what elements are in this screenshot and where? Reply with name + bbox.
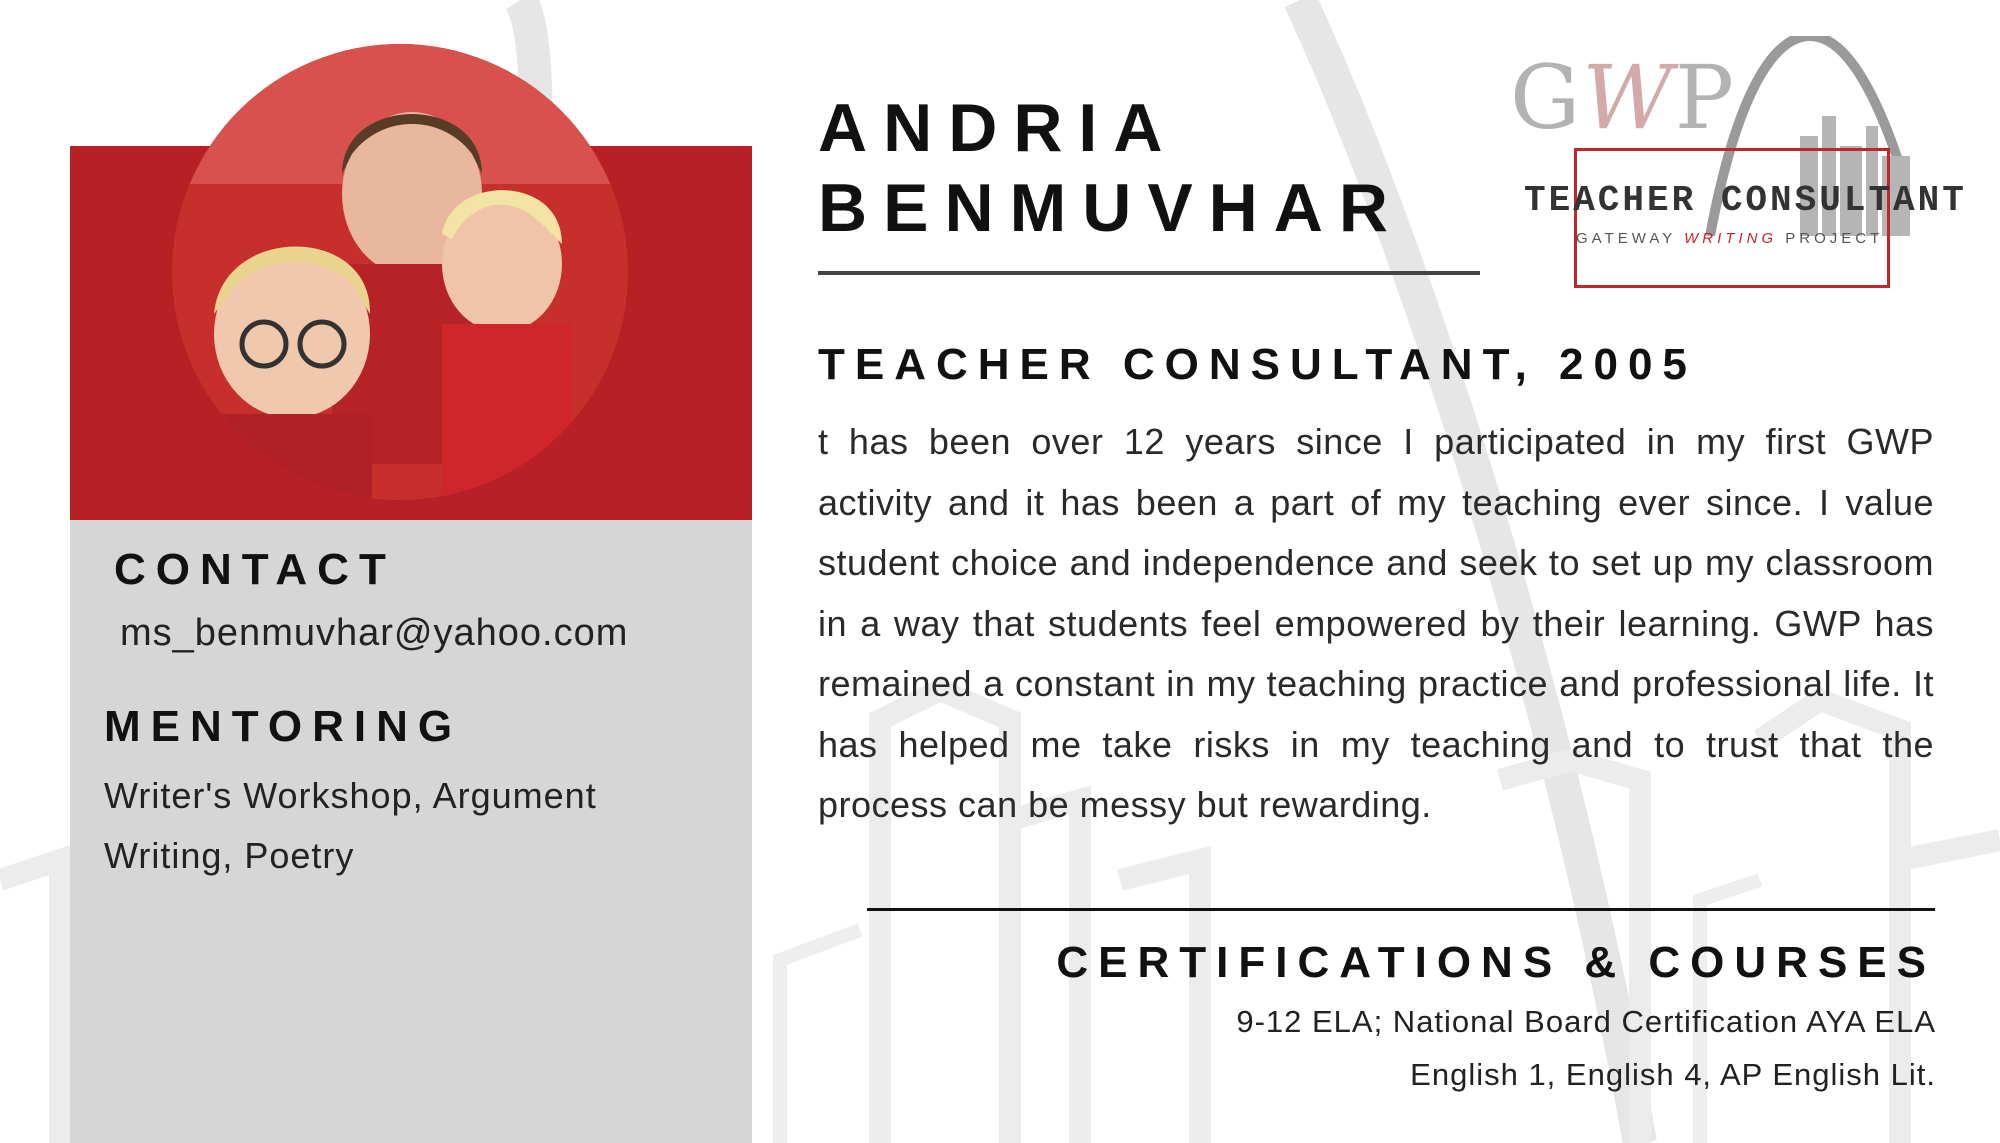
certifications-line-2: English 1, English 4, AP English Lit.: [1410, 1057, 1936, 1092]
certifications-heading: CERTIFICATIONS & COURSES: [1056, 938, 1936, 987]
certifications-divider: [867, 908, 1935, 911]
mentoring-text: Writer's Workshop, Argument Writing, Poetry: [104, 775, 597, 876]
gwp-teacher-consultant-logo: [1500, 36, 1967, 286]
name-first: ANDRIA: [818, 90, 1179, 166]
logo-subtitle: GATEWAY WRITING PROJECT: [1576, 230, 1884, 247]
certifications-line-1: 9-12 ELA; National Board Certification AYA ELA: [1236, 1004, 1936, 1039]
logo-title: TEACHER CONSULTANT: [1524, 180, 1967, 221]
bio-paragraph: t has been over 12 years since I participated in my first GWP activity and it has been a part of my teaching ever since. I value student choice and independence and seek to set up my classroom in a way that students feel empowered by their learning. GWP has remained a constant in my teaching practice and professional life. It has helped me take risks in my teaching and to trust that the process can be messy but rewarding.: [818, 421, 1934, 825]
role-heading: TEACHER CONSULTANT, 2005: [818, 340, 1697, 389]
person-name: [818, 88, 1404, 248]
contact-heading: CONTACT: [114, 545, 396, 594]
photo-illustration-icon: [172, 44, 628, 500]
logo-letters: GWP: [1510, 46, 1736, 149]
name-last: BENMUVHAR: [818, 170, 1404, 246]
contact-email-link[interactable]: ms_benmuvhar@yahoo.com: [120, 612, 629, 654]
name-divider: [818, 271, 1480, 275]
family-photo: [172, 44, 628, 500]
mentoring-heading: MENTORING: [104, 702, 463, 751]
